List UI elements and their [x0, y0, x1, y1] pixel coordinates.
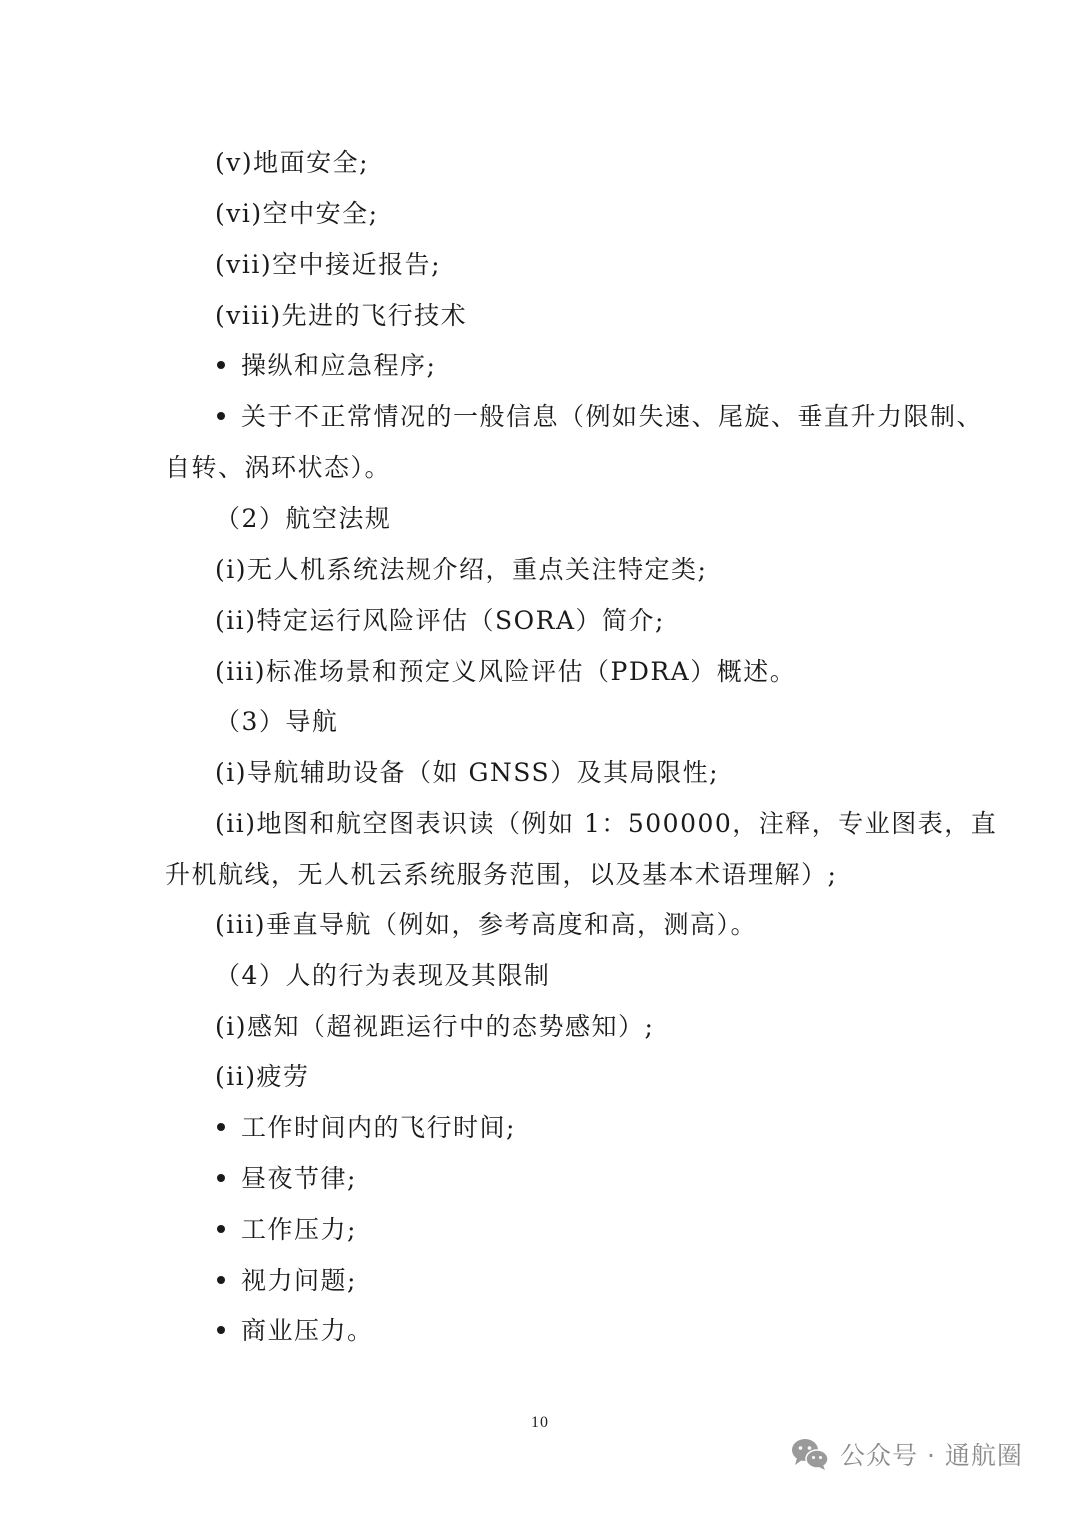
list-item-vii: (vii)空中接近报告;	[215, 250, 442, 279]
bullet-icon	[217, 1276, 225, 1284]
watermark-text: 公众号 · 通航圈	[840, 1441, 1023, 1470]
list-item-v: (v)地面安全;	[215, 148, 370, 177]
list-item-ii: (ii)特定运行风险评估（SORA）简介;	[215, 606, 665, 635]
bullet-icon	[217, 1326, 225, 1334]
section-heading-aviation-regulations: （2）航空法规	[215, 504, 392, 533]
list-item-i: (i)感知（超视距运行中的态势感知）;	[215, 1012, 655, 1041]
bullet-text: 昼夜节律;	[241, 1164, 357, 1193]
bullet-icon	[217, 412, 225, 420]
list-item-iii: (iii)垂直导航（例如，参考高度和高，测高）。	[215, 910, 757, 939]
bullet-item	[215, 349, 436, 383]
section-heading-navigation: （3）导航	[215, 707, 339, 736]
list-item-ii: (ii)疲劳	[215, 1062, 310, 1091]
list-item-i: (i)导航辅助设备（如 GNSS）及其局限性;	[215, 758, 720, 787]
bullet-item	[215, 1213, 357, 1247]
bullet-item	[215, 1162, 357, 1196]
bullet-icon	[217, 1123, 225, 1131]
watermark	[790, 1432, 1023, 1476]
bullet-text: 视力问题;	[241, 1266, 357, 1295]
bullet-continuation: 自转、涡环状态）。	[165, 453, 392, 482]
list-item-ii: (ii)地图和航空图表识读（例如 1：500000，注释，专业图表，直	[215, 809, 998, 838]
bullet-item	[215, 400, 983, 434]
list-item-viii: (viii)先进的飞行技术	[215, 301, 468, 330]
bullet-icon	[217, 1174, 225, 1182]
section-heading-human-performance: （4）人的行为表现及其限制	[215, 961, 551, 990]
page-number: 10	[531, 1414, 549, 1431]
bullet-text: 商业压力。	[241, 1316, 374, 1345]
list-item-iii: (iii)标准场景和预定义风险评估（PDRA）概述。	[215, 657, 797, 686]
list-item-i: (i)无人机系统法规介绍，重点关注特定类;	[215, 555, 708, 584]
bullet-text: 操纵和应急程序;	[241, 351, 437, 380]
bullet-text: 工作时间内的飞行时间;	[241, 1113, 516, 1142]
bullet-item	[215, 1264, 357, 1298]
list-item-continuation: 升机航线，无人机云系统服务范围，以及基本术语理解）;	[165, 860, 838, 889]
bullet-text: 关于不正常情况的一般信息（例如失速、尾旋、垂直升力限制、	[241, 402, 984, 431]
bullet-text: 工作压力;	[241, 1215, 357, 1244]
bullet-icon	[217, 1225, 225, 1233]
list-item-vi: (vi)空中安全;	[215, 199, 379, 228]
wechat-icon	[790, 1436, 830, 1472]
bullet-item	[215, 1314, 374, 1348]
bullet-item	[215, 1111, 516, 1145]
bullet-icon	[217, 361, 225, 369]
